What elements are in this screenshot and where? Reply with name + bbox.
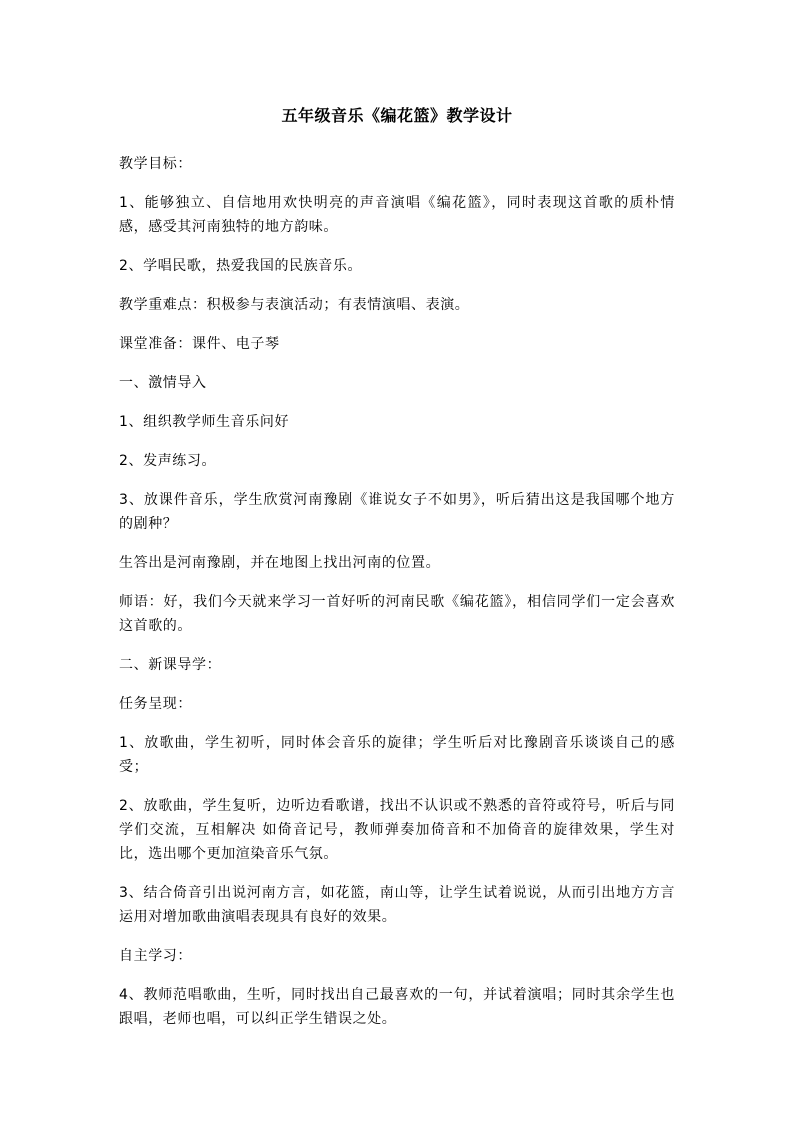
paragraph-class-preparation: 课堂准备：课件、电子琴 (119, 336, 280, 352)
paragraph-key-difficulties: 教学重难点：积极参与表演活动；有表情演唱、表演。 (119, 297, 470, 313)
paragraph-goal-2: 2、学唱民歌，热爱我国的民族音乐。 (119, 258, 363, 274)
paragraph-self-study-heading: 自主学习： (119, 948, 192, 964)
paragraph-teaching-goals-heading: 教学目标： (119, 156, 192, 172)
paragraph-intro-step-3: 3、放课件音乐，学生欣赏河南豫剧《谁说女子不如男》，听后猜出这是我国哪个地方的剧种？ (119, 492, 675, 532)
paragraph-intro-step-1: 1、组织教学师生音乐问好 (119, 414, 290, 430)
paragraph-section-1-heading: 一、激情导入 (119, 375, 207, 391)
document-title: 五年级音乐《编花篮》教学设计 (281, 106, 513, 125)
paragraph-task-step-3: 3、结合倚音引出说河南方言，如花篮，南山等，让学生试着说说，从而引出地方方言运用对增加歌曲演唱表现具有良好的效果。 (119, 885, 675, 925)
paragraph-section-2-heading: 二、新课导学： (119, 657, 222, 673)
paragraph-task-presentation: 任务呈现： (119, 696, 192, 712)
document-body (119, 152, 675, 1046)
paragraph-task-step-2: 2、放歌曲，学生复听，边听边看歌谱，找出不认识或不熟悉的音符或符号，听后与同学们交流，互相解决 如倚音记号，教师弹奏加倚音和不加倚音的旋律效果，学生对比，选出哪个更加渲染音乐气氛。 (119, 798, 675, 862)
paragraph-goal-1: 1、能够独立、自信地用欢快明亮的声音演唱《编花篮》，同时表现这首歌的质朴情感，感受其河南独特的地方韵味。 (119, 195, 675, 235)
paragraph-self-study-step-4: 4、教师范唱歌曲，生听，同时找出自己最喜欢的一句，并试着演唱；同时其余学生也跟唱，老师也唱，可以纠正学生错误之处。 (119, 987, 675, 1027)
paragraph-teacher-words: 师语：好，我们今天就来学习一首好听的河南民歌《编花篮》，相信同学们一定会喜欢这首歌的。 (119, 594, 675, 634)
paragraph-task-step-1: 1、放歌曲，学生初听，同时体会音乐的旋律；学生听后对比豫剧音乐谈谈自己的感受； (119, 735, 675, 775)
paragraph-student-answer: 生答出是河南豫剧，并在地图上找出河南的位置。 (119, 555, 441, 571)
paragraph-intro-step-2: 2、发声练习。 (119, 453, 217, 469)
